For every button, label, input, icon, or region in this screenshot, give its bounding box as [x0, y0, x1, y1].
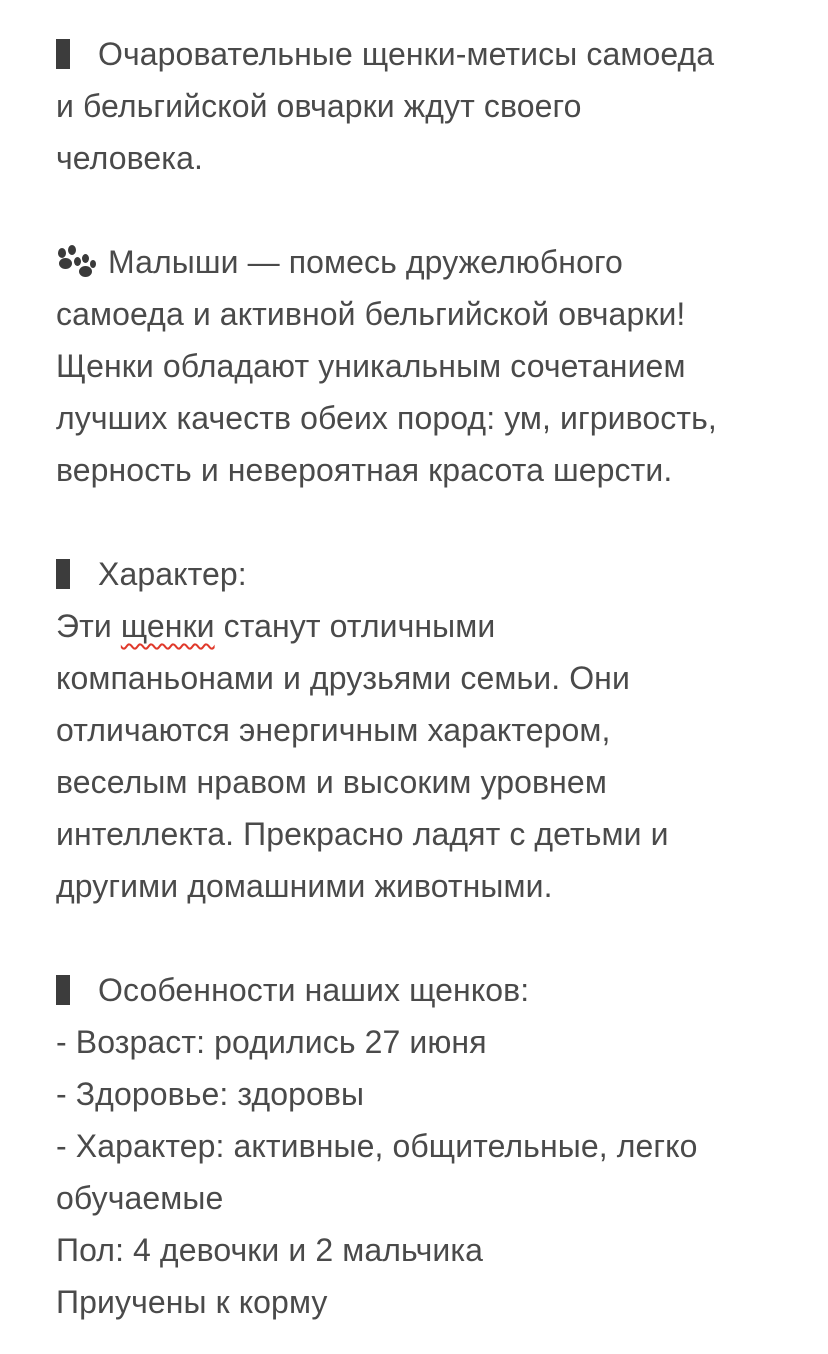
character-line-5: интеллекта. Прекрасно ладят с детьми и	[56, 816, 669, 852]
character-heading	[56, 548, 796, 600]
character-line-6: другими домашними животными.	[56, 868, 553, 904]
features-line-character: - Характер: активные, общительные, легко	[56, 1128, 698, 1164]
spellcheck-flagged-word[interactable]: щенки	[120, 608, 215, 644]
post-text	[56, 28, 796, 1328]
character-line-2: компаньонами и друзьями семьи. Они	[56, 660, 630, 696]
paragraph-gap	[56, 496, 796, 548]
square-bullet-icon	[56, 39, 70, 69]
intro-line-2: и бельгийской овчарки ждут своего	[56, 88, 582, 124]
character-line-3: отличаются энергичным характером,	[56, 712, 611, 748]
character-text-before: Эти	[56, 608, 121, 644]
about-text-1: Малыши — помесь дружелюбного	[108, 244, 623, 280]
paragraph-gap	[56, 912, 796, 964]
character-line-1	[56, 600, 796, 652]
about-line-1	[56, 236, 796, 288]
character-line-4: веселым нравом и высоким уровнем	[56, 764, 607, 800]
about-line-2: самоеда и активной бельгийской овчарки!	[56, 296, 686, 332]
paragraph-gap	[56, 184, 796, 236]
character-heading-text: Характер:	[98, 556, 247, 592]
paw-prints-icon	[56, 245, 96, 279]
features-line-character-cont: обучаемые	[56, 1180, 224, 1216]
about-line-5: верность и невероятная красота шерсти.	[56, 452, 673, 488]
features-line-health: - Здоровье: здоровы	[56, 1076, 365, 1112]
square-bullet-icon	[56, 975, 70, 1005]
intro-text-1: Очаровательные щенки-метисы самоеда	[98, 36, 715, 72]
features-line-food: Приучены к корму	[56, 1284, 328, 1320]
about-line-3: Щенки обладают уникальным сочетанием	[56, 348, 686, 384]
features-heading-text: Особенности наших щенков:	[98, 972, 530, 1008]
features-heading	[56, 964, 796, 1016]
features-line-sex: Пол: 4 девочки и 2 мальчика	[56, 1232, 484, 1268]
about-line-4: лучших качеств обеих пород: ум, игривость,	[56, 400, 717, 436]
intro-line-1	[56, 28, 796, 80]
intro-line-3: человека.	[56, 140, 203, 176]
character-text-after: станут отличными	[214, 608, 496, 644]
square-bullet-icon	[56, 559, 70, 589]
features-line-age: - Возраст: родились 27 июня	[56, 1024, 487, 1060]
